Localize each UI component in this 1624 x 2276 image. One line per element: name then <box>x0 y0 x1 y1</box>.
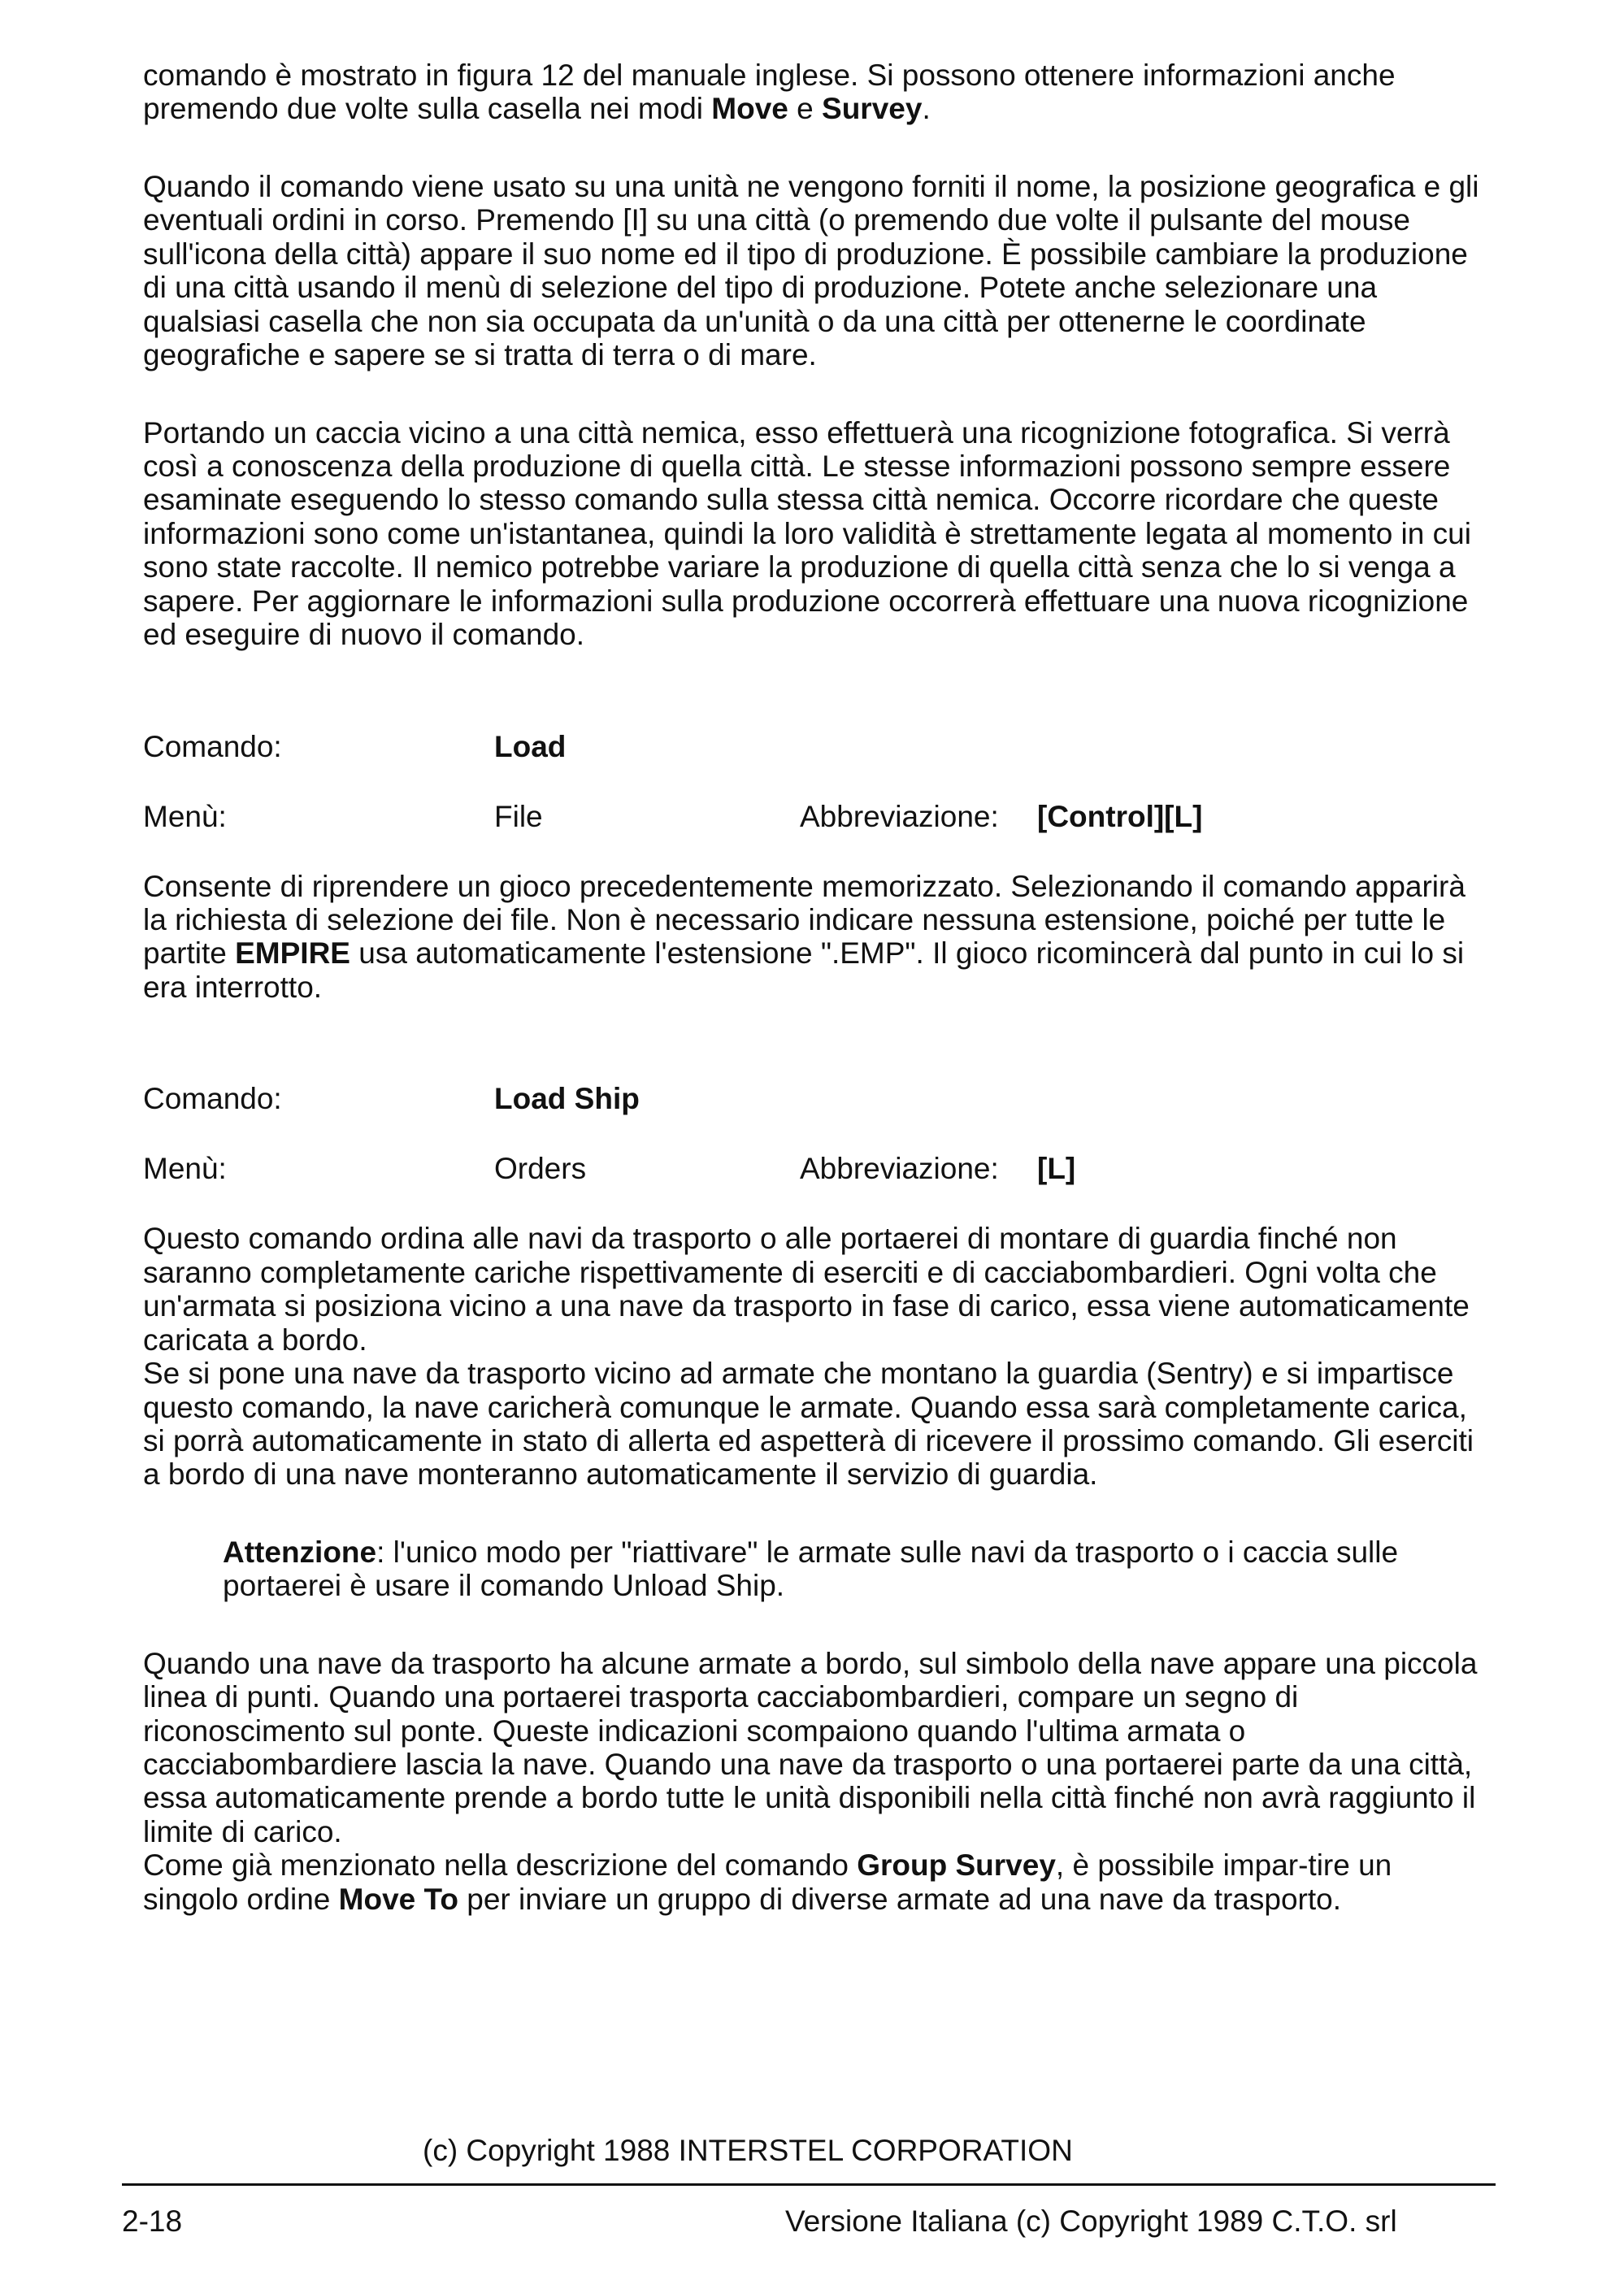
command-label: Comando: <box>143 1082 282 1116</box>
footer-version: Versione Italiana (c) Copyright 1989 C.T.O. srl <box>785 2204 1397 2238</box>
desc4-b: , è possibile impar-tire un singolo ordine <box>143 1848 1392 1916</box>
manual-page <box>143 59 1492 1916</box>
menu-label: Menù: <box>143 1152 227 1186</box>
load-ship-command-block <box>143 1082 1492 1189</box>
intro-p1-conj: e <box>788 92 823 126</box>
load-menu-row <box>143 800 1492 837</box>
load-description <box>143 870 1492 1005</box>
intro-p1-text: comando è mostrato in figura 12 del manuale inglese. Si possono ottenere informazioni anche premendo due volte sulla casella nei modi <box>143 59 1396 126</box>
survey-mode-term: Survey <box>822 92 923 126</box>
footer-copyright: (c) Copyright 1988 INTERSTEL CORPORATION <box>423 2134 1073 2167</box>
footer-divider <box>122 2183 1496 2186</box>
intro-paragraph-1 <box>143 59 1492 126</box>
warning-note <box>223 1535 1442 1603</box>
abbreviation-value: [Control][L] <box>1037 799 1203 833</box>
load-ship-description-4 <box>143 1848 1492 1916</box>
intro-paragraph-2: Quando il comando viene usato su una unità ne vengono forniti il nome, la posizione geografica e gli eventuali ordini in corso. Premendo [I] su una città (o premendo due volte il pulsante del mouse sull'icona della città) appare il suo nome ed il tipo di produzione. È possibile cambiare la produzione di una città usando il menù di selezione del tipo di produzione. Potete anche selezionare una qualsiasi casella che non sia occupata da un'unità o da una città per ottenerne le coordinate geografiche e sapere se si tratta di terra o di mare. <box>143 169 1479 372</box>
warning-text: : l'unico modo per "riattivare" le armate sulle navi da trasporto o i caccia sulle portaerei è usare il comando Unload Ship. <box>223 1535 1399 1603</box>
abbreviation-value: [L] <box>1037 1152 1076 1186</box>
intro-p1-end: . <box>922 92 931 126</box>
move-to-term: Move To <box>338 1882 458 1916</box>
menu-value: File <box>494 799 543 833</box>
command-name: Load Ship <box>494 1082 640 1116</box>
abbreviation-label: Abbreviazione: <box>800 799 999 833</box>
desc4-c: per inviare un gruppo di diverse armate ad una nave da trasporto. <box>458 1882 1341 1916</box>
load-ship-menu-row <box>143 1152 1492 1189</box>
command-label: Comando: <box>143 729 282 763</box>
move-mode-term: Move <box>711 92 788 126</box>
command-name: Load <box>494 729 567 763</box>
intro-paragraph-3: Portando un caccia vicino a una città nemica, esso effettuerà una ricognizione fotografica. Si verrà così a conoscenza della produzione di quella città. Le stesse informazioni possono sempre essere esaminate eseguendo lo stesso comando sulla stessa città nemica. Occorre ricordare che queste informazioni sono come un'istantanea, quindi la loro validità è strettamente legata al momento in cui sono state raccolte. Il nemico potrebbe variare la produzione di quella città senza che lo si venga a sapere. Per aggiornare le informazioni sulla produzione occorrerà effettuare una nuova ricognizione ed eseguire di nuovo il comando. <box>143 415 1471 652</box>
load-ship-description-1: Questo comando ordina alle navi da trasporto o alle portaerei di montare di guardia finché non saranno completamente cariche rispettivamente di eserciti e di cacciabombardieri. Ogni volta che un'armata si posiziona vicino a una nave da trasporto in fase di carico, essa viene automaticamente caricata a bordo. <box>143 1222 1470 1357</box>
warning-label: Attenzione <box>223 1535 377 1569</box>
menu-label: Menù: <box>143 799 227 833</box>
load-command-row <box>143 730 1492 767</box>
abbreviation-label: Abbreviazione: <box>800 1152 999 1186</box>
group-survey-term: Group Survey <box>857 1848 1056 1883</box>
page-number: 2-18 <box>122 2204 183 2238</box>
load-command-block <box>143 730 1492 837</box>
load-desc-b: usa automaticamente l'estensione ".EMP". Il gioco ricomincerà dal punto in cui lo si era interrotto. <box>143 936 1465 1004</box>
empire-term: EMPIRE <box>235 936 350 971</box>
load-ship-description-3: Quando una nave da trasporto ha alcune armate a bordo, sul simbolo della nave appare una piccola linea di punti. Quando una portaerei trasporta cacciabombardieri, compare un segno di riconoscimento sul ponte. Queste indicazioni scompaiono quando l'ultima armata o cacciabombardiere lascia la nave. Quando una nave da trasporto o una portaerei parte da una città, essa automaticamente prende a bordo tutte le unità disponibili nella città finché non avrà raggiunto il limite di carico. <box>143 1646 1478 1848</box>
load-desc-a: Consente di riprendere un gioco precedentemente memorizzato. Selezionando il comando apparirà la richiesta di selezione dei file. Non è necessario indicare nessuna estensione, poiché per tutte le partite <box>143 869 1466 971</box>
desc4-a: Come già menzionato nella descrizione del comando <box>143 1848 858 1883</box>
load-ship-command-row <box>143 1082 1492 1119</box>
load-ship-description-2: Se si pone una nave da trasporto vicino ad armate che montano la guardia (Sentry) e si impartisce questo comando, la nave caricherà comunque le armate. Quando essa sarà completamente carica, si porrà automaticamente in stato di allerta ed aspetterà di ricevere il prossimo comando. Gli eserciti a bordo di una nave monteranno automaticamente il servizio di guardia. <box>143 1357 1474 1492</box>
menu-value: Orders <box>494 1152 587 1186</box>
